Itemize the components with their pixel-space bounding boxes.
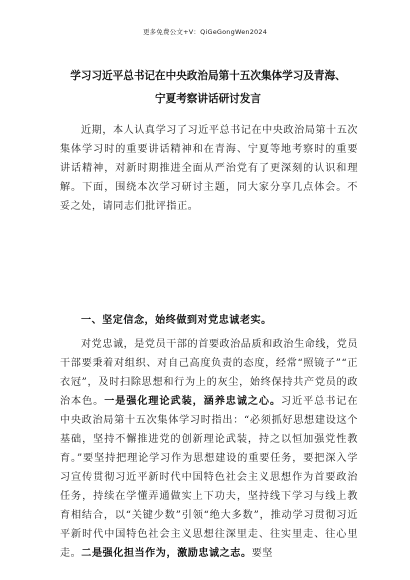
document-title-line-2: 宁夏考察讲话研讨发言: [155, 93, 261, 105]
section-1-point-2: 二是强化担当作为，激励忠诚之志。: [81, 548, 252, 559]
section-1-text-part-3: 要坚: [251, 548, 273, 559]
document-title-line-1: 学习习近平总书记在中央政治局第十五次集体学习及青海、: [70, 70, 346, 82]
header-note: 更多免费公文+V：QiGeGongWen2024: [142, 28, 268, 36]
section-1-text-part-2: 习近平总书记在中央政治局第十五次集体学习时指出：“必须抓好思想建设这个基础，坚持不懈推进党的创新理论武装，持之以恒加强党性教育。”要坚持把理论学习作为思想建设的重要任务，要把深入学习宣传贯彻习近平新时代中国特色社会主义思想作为首要政治任务，持续在学懂弄通做实上下功夫，坚持线下学习与线上教育相结合，以“关键少数”引领“绝大多数”，推动学习贯彻习近平新时代中国特色社会主义思想往深里走、往实里走、往心里走。: [60, 396, 358, 559]
intro-paragraph: [60, 121, 358, 216]
intro-text: 近期，本人认真学习了习近平总书记在中央政治局第十五次集体学习时的重要讲话精神和在青海、宁夏等地考察时的重要讲话精神，对新时期推进全面从严治党有了更深刻的认识和理解。下面，围绕本次学习研讨主题，同大家分享几点体会。不妥之处，请同志们批评指正。: [60, 125, 358, 212]
section-1-text-part-1: 对党忠诚，是党员干部的首要政治品质和政治生命线，党员干部要秉着对组织、对自己高度负责的态度，经常“照镜子”“正衣冠”，及时扫除思想和行为上的灰尘，始终保持共产党员的政治本色。: [60, 339, 358, 407]
section-1-paragraph: [60, 335, 358, 567]
section-1-point-1: 一是强化理论武装，涵养忠诚之心。: [104, 396, 282, 407]
section-1-heading: 一、坚定信念，始终做到对党忠诚老实。: [81, 315, 272, 326]
